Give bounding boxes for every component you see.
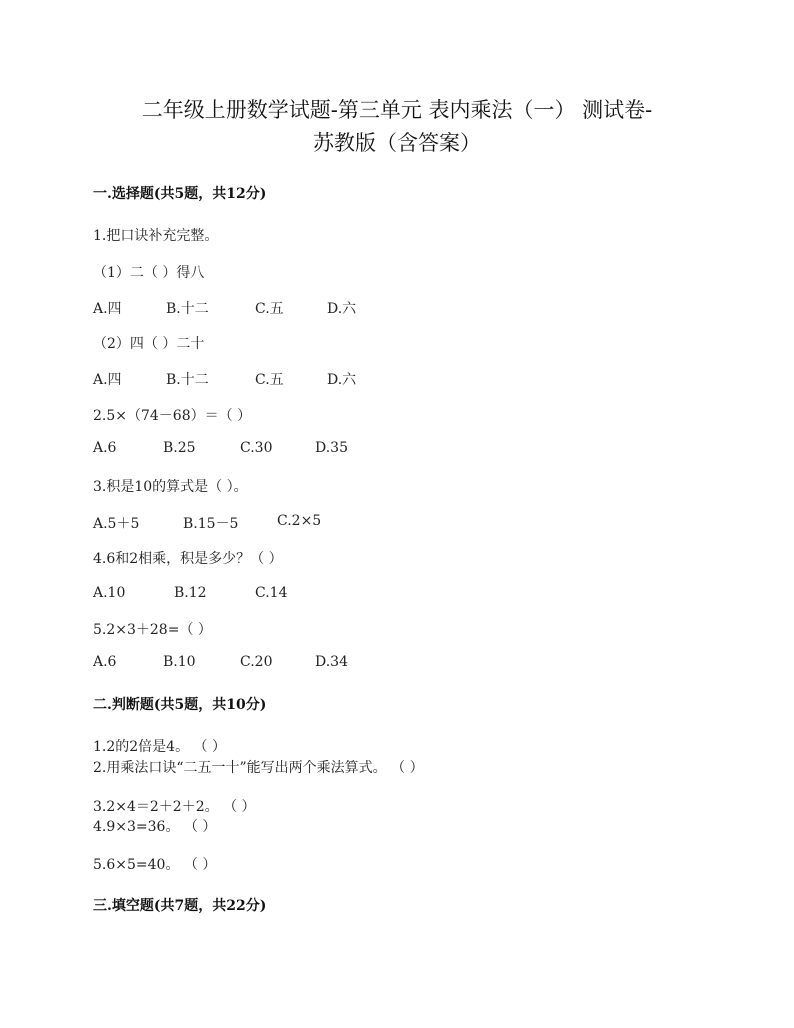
option-a: A.10 [93, 585, 126, 601]
page-title-line2: 苏教版（含答案） [313, 131, 481, 155]
option-d: D.34 [315, 654, 348, 670]
option-b: B.10 [163, 654, 196, 670]
option-b: B.12 [174, 585, 207, 601]
question-1-stem: 1.把口诀补充完整。 [93, 228, 219, 244]
option-c: C.20 [240, 654, 273, 670]
option-a: A.6 [93, 440, 117, 456]
question-5-stem: 5.2×3＋28=（ ） [93, 622, 212, 638]
option-a: A.四 [93, 301, 122, 317]
option-a: A.四 [93, 372, 122, 388]
option-a: A.5＋5 [93, 516, 140, 532]
option-d: D.六 [327, 301, 357, 317]
judge-item-5: 5.6×5=40。 （ ） [93, 857, 217, 873]
option-b: B.十二 [166, 372, 209, 388]
option-b: B.25 [163, 440, 196, 456]
question-1-sub1: （1）二（ ）得八 [93, 265, 205, 281]
option-c: C.五 [255, 301, 284, 317]
question-1-sub2: （2）四（ ）二十 [93, 336, 205, 352]
section-heading-true-false: 二.判断题(共5题，共10分) [93, 697, 267, 713]
option-c: C.30 [240, 440, 273, 456]
judge-item-4: 4.9×3=36。 （ ） [93, 819, 217, 835]
question-4-stem: 4.6和2相乘，积是多少？（ ） [93, 551, 283, 567]
option-c: C.五 [255, 372, 284, 388]
option-d: D.六 [327, 372, 357, 388]
question-2-stem: 2.5×（74－68）＝（ ） [93, 408, 252, 424]
option-b: B.十二 [166, 301, 209, 317]
option-b: B.15－5 [183, 516, 239, 532]
section-heading-fill-blank: 三.填空题(共7题，共22分) [93, 898, 267, 914]
judge-item-3: 3.2×4＝2＋2＋2。 （ ） [93, 799, 256, 815]
option-d: D.35 [315, 440, 348, 456]
section-heading-choice: 一.选择题(共5题，共12分) [93, 186, 267, 202]
question-3-stem: 3.积是10的算式是（ ）。 [93, 479, 248, 495]
option-c: C.14 [255, 585, 288, 601]
page-title-line1: 二年级上册数学试题-第三单元 表内乘法（一） 测试卷- [141, 98, 653, 122]
judge-item-1: 1.2的2倍是4。 （ ） [93, 739, 226, 755]
option-a: A.6 [93, 654, 117, 670]
judge-item-2: 2.用乘法口诀“二五一十”能写出两个乘法算式。 （ ） [93, 760, 424, 776]
option-c: C.2×5 [277, 513, 322, 529]
